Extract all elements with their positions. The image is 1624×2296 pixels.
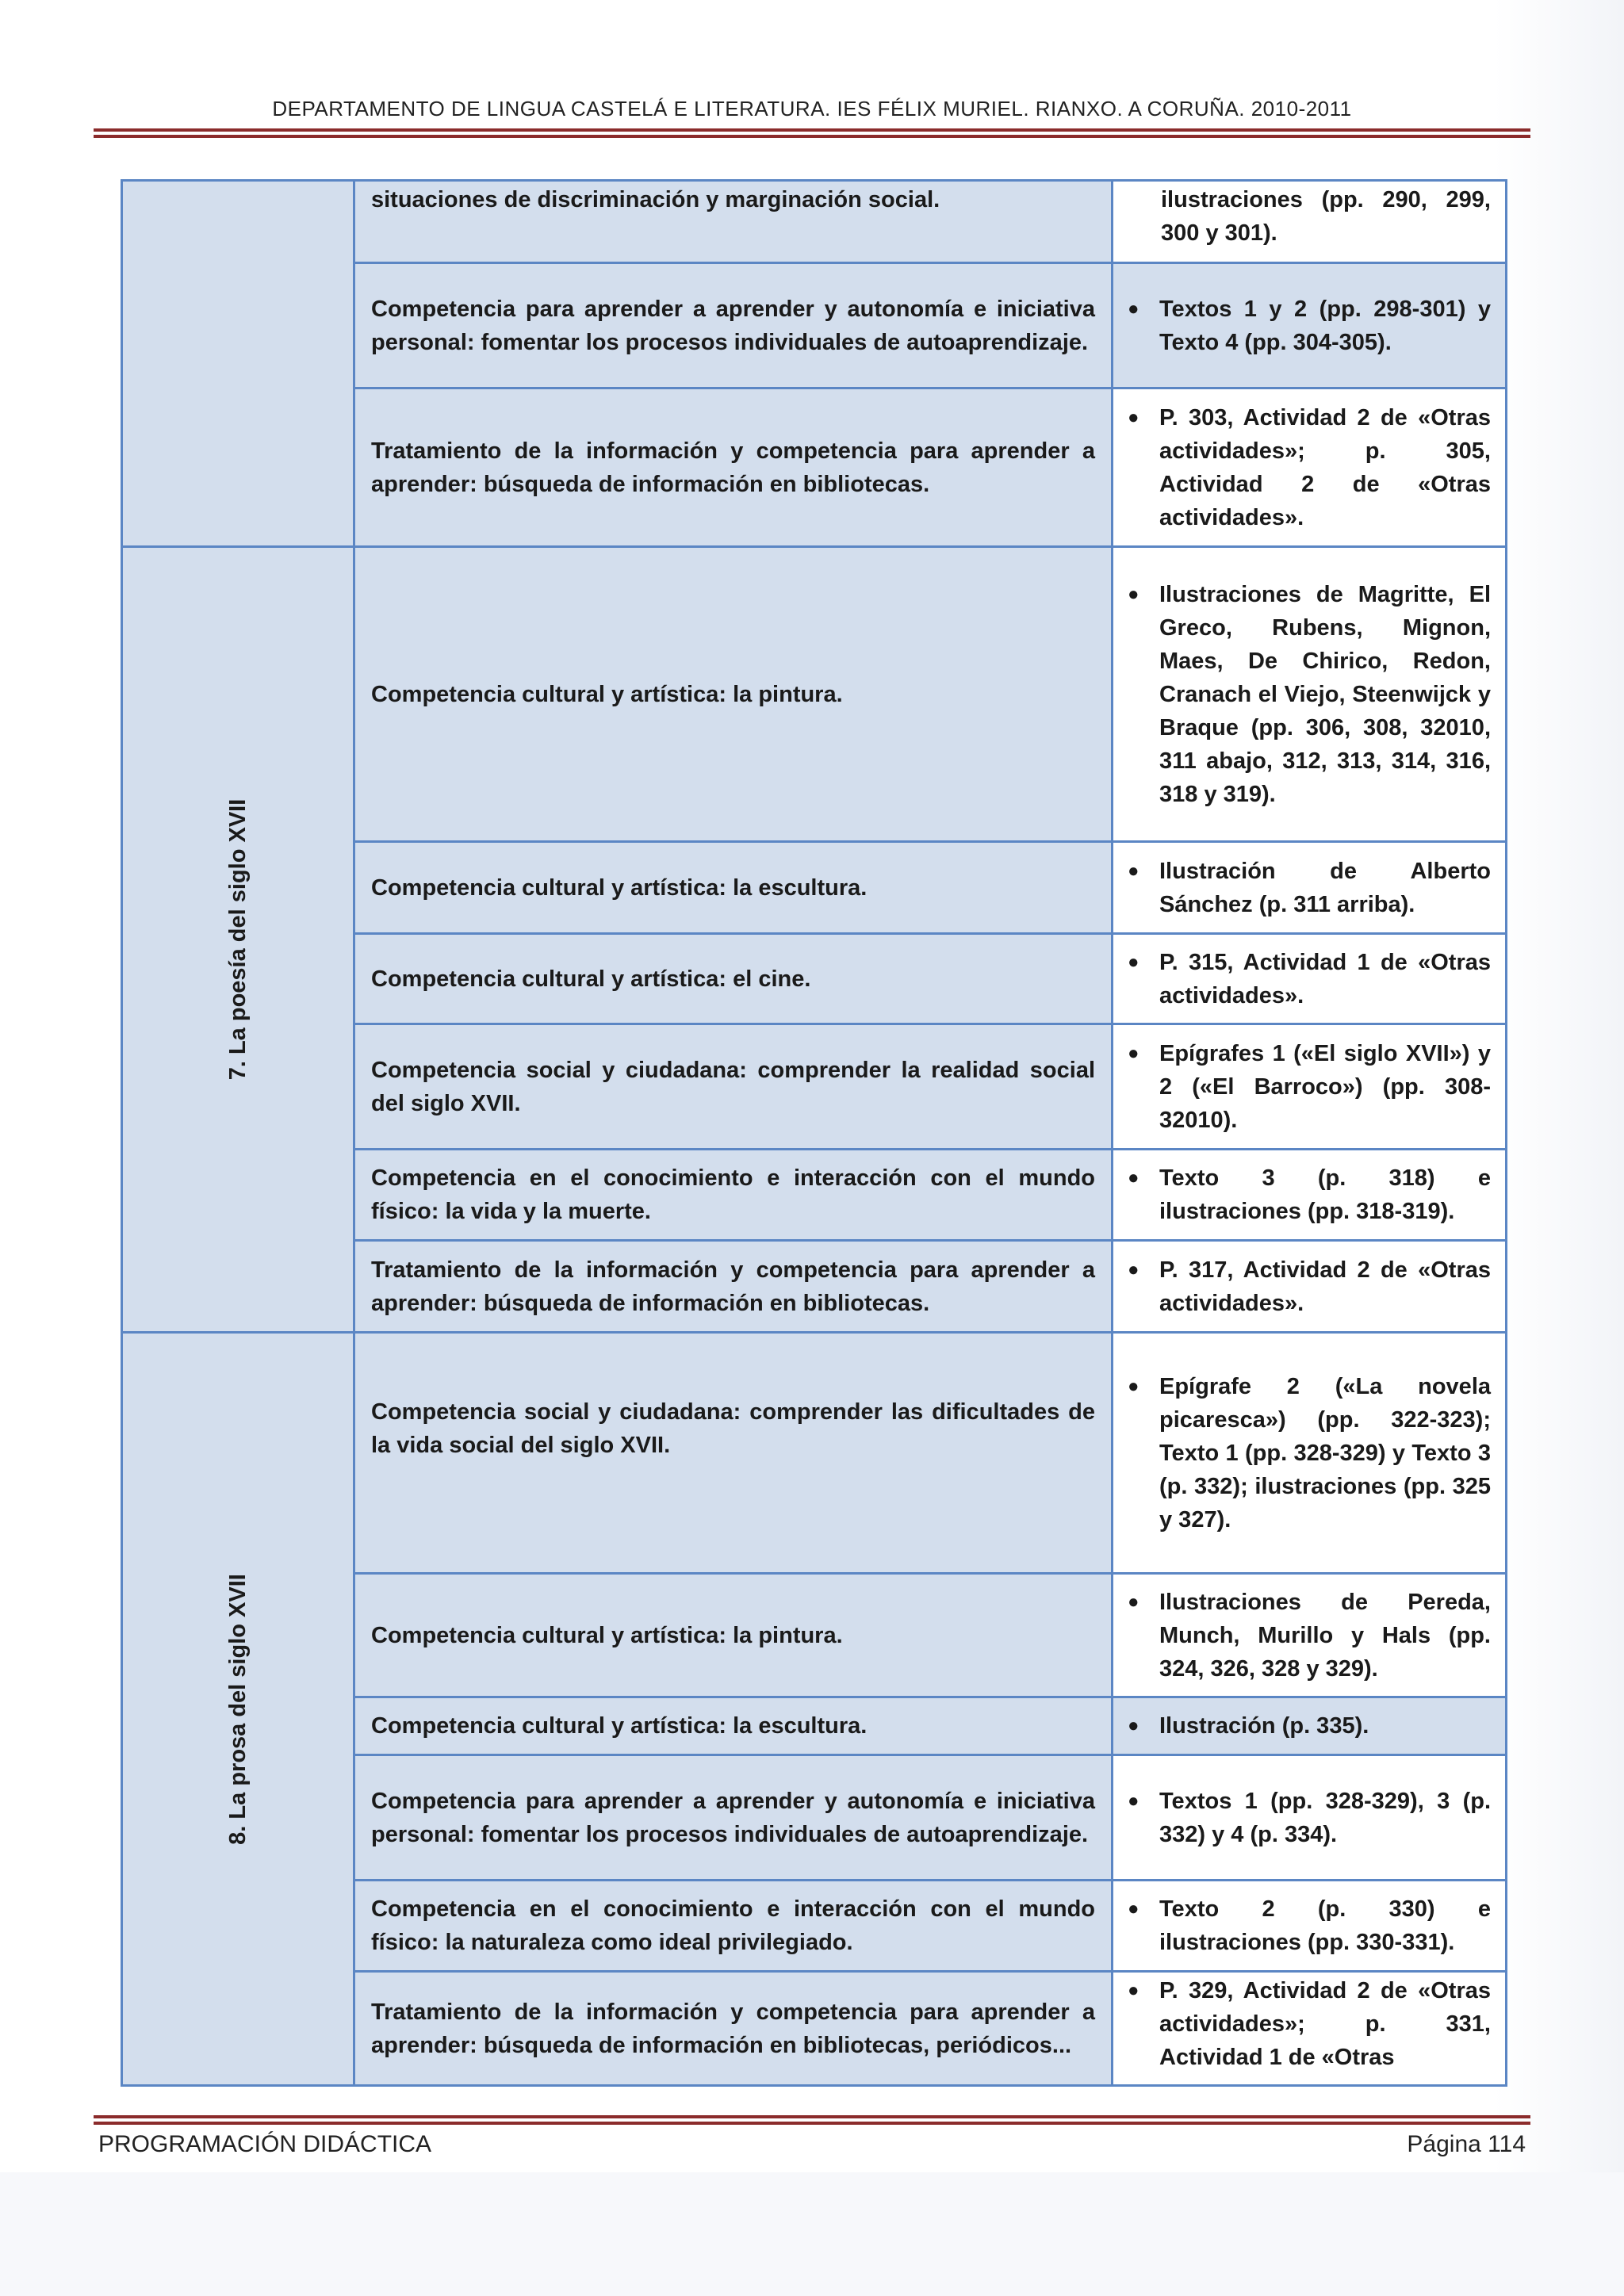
- activity-cell: [1113, 842, 1507, 934]
- competence-cell: Competencia cultural y artística: la pintura.: [354, 547, 1113, 842]
- activity-text: Ilustraciones de Pereda, Munch, Murillo y Hals (pp. 324, 326, 328 y 329).: [1159, 1589, 1491, 1682]
- bullet-icon: ●: [1128, 951, 1139, 973]
- bullet-icon: ●: [1128, 859, 1139, 882]
- activity-cell: [1113, 1150, 1507, 1241]
- activity-text: P. 303, Actividad 2 de «Otras actividades»; p. 305, Actividad 2 de «Otras actividades».: [1159, 404, 1491, 530]
- footer-rule: [94, 2115, 1530, 2125]
- activity-cell: [1113, 1574, 1507, 1697]
- activity-cell: [1113, 547, 1507, 842]
- activity-text: P. 317, Actividad 2 de «Otras actividades».: [1159, 1257, 1491, 1316]
- competence-cell: Tratamiento de la información y competencia para aprender a aprender: búsqueda de información en bibliotecas.: [354, 1241, 1113, 1333]
- page-number: Página 114: [1407, 2131, 1526, 2157]
- activity-text: Epígrafe 2 («La novela picaresca») (pp. 322-323); Texto 1 (pp. 328-329) y Texto 3 (p. 332); ilustraciones (pp. 325 y 327).: [1159, 1373, 1491, 1533]
- bullet-icon: ●: [1128, 583, 1139, 605]
- bullet-icon: ●: [1128, 297, 1139, 320]
- table-row: [122, 181, 1507, 263]
- competence-cell: Competencia cultural y artística: el cine.: [354, 934, 1113, 1024]
- competence-cell: Competencia social y ciudadana: comprender la realidad social del siglo XVII.: [354, 1024, 1113, 1150]
- competences-table: [121, 179, 1507, 2087]
- unit-title: 8. La prosa del siglo XVII: [225, 1573, 251, 1845]
- bullet-icon: ●: [1128, 1590, 1139, 1613]
- activity-cell: [1113, 1972, 1507, 2086]
- activity-text: Epígrafes 1 («El siglo XVII») y 2 («El Barroco») (pp. 308-32010).: [1159, 1040, 1491, 1133]
- bullet-icon: ●: [1128, 1980, 1139, 2001]
- activity-text: Texto 2 (p. 330) e ilustraciones (pp. 330-331).: [1159, 1896, 1491, 1955]
- table-row: [122, 547, 1507, 842]
- activity-cell: [1113, 1755, 1507, 1881]
- bullet-icon: ●: [1128, 1167, 1139, 1188]
- competence-cell: Competencia para aprender a aprender y autonomía e iniciativa personal: fomentar los procesos individuales de autoaprendizaje.: [354, 263, 1113, 388]
- activity-cell: [1113, 1024, 1507, 1150]
- competence-cell: Tratamiento de la información y competencia para aprender a aprender: búsqueda de información en bibliotecas, periódicos...: [354, 1972, 1113, 2086]
- unit-cell: [122, 547, 354, 1333]
- activity-cell: [1113, 181, 1507, 263]
- competence-cell: Competencia cultural y artística: la escultura.: [354, 842, 1113, 934]
- activity-text: P. 315, Actividad 1 de «Otras actividades».: [1159, 949, 1491, 1008]
- competence-cell: Competencia en el conocimiento e interacción con el mundo físico: la naturaleza como ideal privilegiado.: [354, 1881, 1113, 1972]
- bullet-icon: ●: [1128, 1375, 1139, 1397]
- competence-cell: Competencia en el conocimiento e interacción con el mundo físico: la vida y la muerte.: [354, 1150, 1113, 1241]
- activity-text: P. 329, Actividad 2 de «Otras actividades»; p. 331, Actividad 1 de «Otras: [1159, 1978, 1491, 2070]
- activity-text: Ilustraciones de Magritte, El Greco, Rubens, Mignon, Maes, De Chirico, Redon, Cranach el Viejo, Steenwijck y Braque (pp. 306, 308, 32010, 311 abajo, 312, 313, 314, 316, 318 y 319).: [1159, 581, 1491, 807]
- activity-text: Texto 3 (p. 318) e ilustraciones (pp. 318-319).: [1159, 1165, 1491, 1224]
- bullet-icon: ●: [1128, 1898, 1139, 1919]
- unit-cell-continued: [122, 181, 354, 547]
- activity-text: Textos 1 y 2 (pp. 298-301) y Texto 4 (pp. 304-305).: [1159, 296, 1491, 355]
- activity-text: Ilustración (p. 335).: [1159, 1713, 1369, 1739]
- bullet-icon: ●: [1128, 1789, 1139, 1812]
- footer-title: PROGRAMACIÓN DIDÁCTICA: [98, 2131, 432, 2157]
- bullet-icon: ●: [1128, 406, 1139, 428]
- competence-cell: Competencia cultural y artística: la escultura.: [354, 1697, 1113, 1755]
- activity-cell: [1113, 1241, 1507, 1333]
- activity-text: ilustraciones (pp. 290, 299, 300 y 301).: [1161, 187, 1491, 246]
- activity-cell: [1113, 1881, 1507, 1972]
- competence-cell: situaciones de discriminación y marginación social.: [354, 181, 1113, 263]
- activity-cell: [1113, 934, 1507, 1024]
- header-rule: [94, 128, 1530, 138]
- table-row: [122, 1333, 1507, 1574]
- bullet-icon: ●: [1128, 1715, 1139, 1736]
- unit-title: 7. La poesía del siglo XVII: [225, 798, 251, 1081]
- activity-cell: [1113, 1697, 1507, 1755]
- competence-cell: Competencia para aprender a aprender y autonomía e iniciativa personal: fomentar los procesos individuales de autoaprendizaje.: [354, 1755, 1113, 1881]
- activity-cell: [1113, 1333, 1507, 1574]
- activity-cell: [1113, 388, 1507, 547]
- competence-cell: Competencia cultural y artística: la pintura.: [354, 1574, 1113, 1697]
- bullet-icon: ●: [1128, 1042, 1139, 1064]
- competence-cell: Tratamiento de la información y competencia para aprender a aprender: búsqueda de información en bibliotecas.: [354, 388, 1113, 547]
- activity-cell: [1113, 263, 1507, 388]
- bullet-icon: ●: [1128, 1258, 1139, 1280]
- page-bottom-shade: [0, 2172, 1624, 2296]
- page-header: DEPARTAMENTO DE LINGUA CASTELÁ E LITERATURA. IES FÉLIX MURIEL. RIANXO. A CORUÑA. 2010-2011: [272, 97, 1352, 121]
- competence-cell: Competencia social y ciudadana: comprender las dificultades de la vida social del siglo XVII.: [354, 1333, 1113, 1574]
- activity-text: Ilustración de Alberto Sánchez (p. 311 arriba).: [1159, 858, 1491, 917]
- unit-cell: [122, 1333, 354, 2086]
- activity-text: Textos 1 (pp. 328-329), 3 (p. 332) y 4 (p. 334).: [1159, 1788, 1491, 1847]
